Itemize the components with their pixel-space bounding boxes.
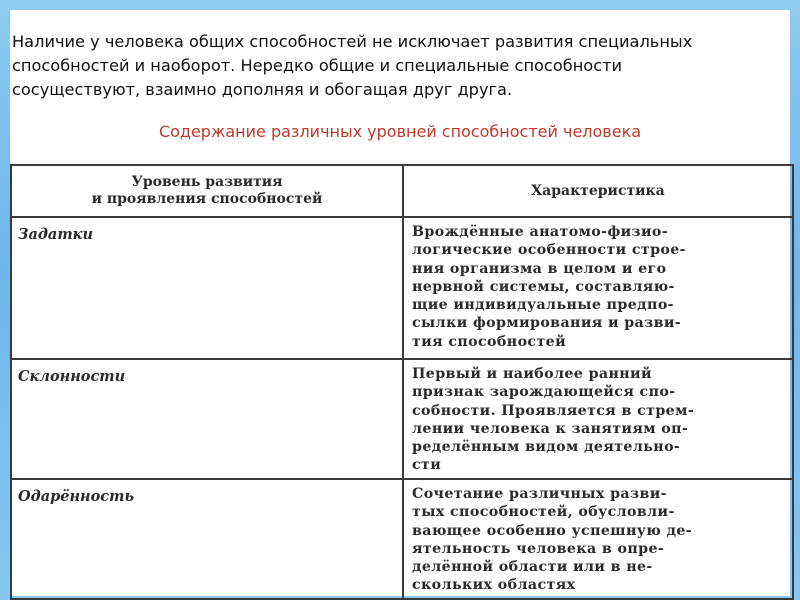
abilities-table <box>10 164 794 600</box>
description-cell <box>403 359 793 479</box>
description-line: сылки формирования и разви- <box>412 315 682 332</box>
header-characteristic: Характеристика <box>403 165 793 217</box>
description-line: Первый и наиболее ранний <box>412 366 652 382</box>
table-title: Содержание различных уровней способностей человека <box>158 122 642 141</box>
table-row <box>11 479 793 599</box>
level-cell: Одарённость <box>11 479 403 599</box>
description-line: вающее особенно успешную де- <box>412 522 693 539</box>
description-line: щие индивидуальные предпо- <box>412 297 674 314</box>
description-cell <box>403 479 793 599</box>
intro-line: способностей и наоборот. Нередко общие и специальные способности <box>12 56 623 75</box>
description-line: ятельность человека в опре- <box>412 540 665 557</box>
description-line: нервной системы, составляю- <box>412 278 675 295</box>
description-line: скольких областях <box>412 577 576 594</box>
description-line: логические особенности строе- <box>412 242 686 259</box>
header-level-line: и проявления способностей <box>91 191 323 207</box>
description-line: лении человека к занятиям оп- <box>412 420 689 437</box>
description-line: делённой области или в не- <box>412 559 653 576</box>
level-cell: Склонности <box>11 359 403 479</box>
description-line: Врождённые анатомо-физио- <box>412 224 669 240</box>
slide <box>10 10 790 596</box>
description-cell <box>403 217 793 359</box>
intro-line: сосуществуют, взаимно дополняя и обогащая друг друга. <box>12 80 513 99</box>
description-line: признак зарождающейся спо- <box>412 384 676 401</box>
description-line: тых способностей, обусловли- <box>412 504 675 521</box>
intro-paragraph <box>12 30 782 102</box>
level-cell: Задатки <box>11 217 403 359</box>
table-row <box>11 359 793 479</box>
intro-line: Наличие у человека общих способностей не исключает развития специальных <box>12 32 693 51</box>
header-level-line: Уровень развития <box>131 174 283 190</box>
description-line: ределённым видом деятельно- <box>412 439 681 456</box>
description-line: ния организма в целом и его <box>412 260 667 277</box>
description-line: сти <box>412 457 442 474</box>
description-line: тия способностей <box>412 333 567 350</box>
table-row <box>11 217 793 359</box>
description-line: Сочетание различных разви- <box>412 486 667 502</box>
description-line: собности. Проявляется в стрем- <box>412 402 695 419</box>
header-level <box>11 165 403 217</box>
table-header-row <box>11 165 793 217</box>
